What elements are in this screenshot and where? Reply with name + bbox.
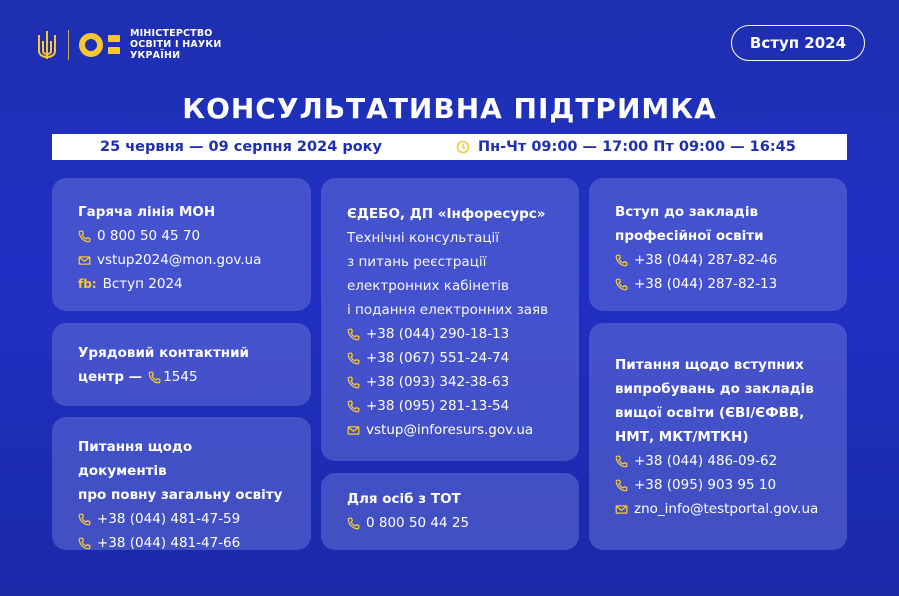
phone-icon [615,254,628,267]
edebo-card [321,178,579,461]
vocational-title-line1: Вступ до закладів [615,204,759,220]
edebo-phone-row [347,370,553,394]
edebo-phone-row [347,346,553,370]
vocational-phone-row [615,272,821,296]
exams-phone-2: +38 (095) 903 95 10 [634,477,777,493]
phone-icon [347,376,360,389]
vocational-phone-1: +38 (044) 287-82-46 [634,252,778,268]
phone-icon [347,517,360,530]
hotline-email-row [78,248,285,272]
edebo-title: ЄДЕБО, ДП «Інфоресурс» [347,206,546,222]
docs-phone-row [78,507,285,531]
vstup-2024-badge: Вступ 2024 [731,25,865,61]
exams-title-2: випробувань до закладів [615,381,814,397]
edebo-phone-3: +38 (093) 342-38-63 [366,374,510,390]
clock-icon [456,140,470,154]
envelope-icon [78,254,91,267]
facebook-icon: fb: [78,277,97,291]
edebo-desc-1: Технічні консультації [347,230,500,246]
edebo-phone-1: +38 (044) 290-18-13 [366,326,510,342]
hotline-title: Гаряча лінія МОН [78,204,216,220]
envelope-icon [347,424,360,437]
hotline-fb: Вступ 2024 [102,276,183,292]
hotline-phone: 0 800 50 45 70 [97,228,201,244]
exams-card [589,323,847,550]
exams-email: zno_info@testportal.gov.ua [634,501,819,517]
exams-phone-1: +38 (044) 486-09-62 [634,453,778,469]
phone-icon [615,455,628,468]
mon-logo-ring [79,33,103,57]
edebo-phone-row [347,322,553,346]
hotline-phone-row [78,224,285,248]
phone-icon [615,479,628,492]
gov-center-title-line1: Урядовий контактний [78,345,250,361]
vocational-card [589,178,847,311]
edebo-email: vstup@inforesurs.gov.ua [366,422,534,438]
hotline-fb-row [78,272,285,296]
edebo-desc-2: з питань реєстрації [347,254,487,270]
edebo-phone-2: +38 (067) 551-24-74 [366,350,510,366]
docs-phone-1: +38 (044) 481-47-59 [97,511,241,527]
docs-card [52,417,311,550]
vocational-phone-row [615,248,821,272]
schedule-strip [52,134,847,160]
mon-logo-bars [108,35,120,54]
gov-center-row [78,365,285,389]
phone-icon [148,371,161,384]
gov-center-phone: 1545 [163,369,198,385]
hotline-email: vstup2024@mon.gov.ua [97,252,262,268]
edebo-phone-4: +38 (095) 281-13-54 [366,398,510,414]
exams-phone-row [615,449,821,473]
phone-icon [78,513,91,526]
phone-icon [615,278,628,291]
exams-title-1: Питання щодо вступних [615,357,804,373]
tot-phone: 0 800 50 44 25 [366,515,470,531]
hotline-card [52,178,311,311]
exams-title-4: НМТ, МКТ/МТКН) [615,429,749,445]
exams-phone-row [615,473,821,497]
exams-title-3: вищої освіти (ЄВІ/ЄФВВ, [615,405,805,421]
header-divider [68,30,69,60]
vocational-title-line2: професійної освіти [615,228,764,244]
phone-icon [78,230,91,243]
working-hours-text: Пн-Чт 09:00 — 17:00 Пт 09:00 — 16:45 [478,139,796,155]
gov-center-card [52,323,311,406]
exams-email-row [615,497,821,521]
vocational-phone-2: +38 (044) 287-82-13 [634,276,778,292]
edebo-desc-4: і подання електронних заяв [347,302,549,318]
phone-icon [347,400,360,413]
trident-icon [36,29,58,61]
date-range: 25 червня — 09 серпня 2024 року [100,139,382,155]
gov-center-title-line2: центр — [78,369,143,385]
edebo-phone-row [347,394,553,418]
envelope-icon [615,503,628,516]
tot-phone-row [347,511,553,535]
page-title: КОНСУЛЬТАТИВНА ПІДТРИМКА [182,92,717,125]
docs-phone-row [78,531,285,555]
docs-title-line1: Питання щодо документів [78,439,193,479]
docs-phone-2: +38 (044) 481-47-66 [97,535,241,551]
edebo-email-row [347,418,553,442]
working-hours [456,139,796,155]
docs-title-line2: про повну загальну освіту [78,487,283,503]
mon-logo [79,33,120,57]
tot-card [321,473,579,550]
phone-icon [347,352,360,365]
tot-title: Для осіб з ТОТ [347,491,461,507]
phone-icon [78,537,91,550]
phone-icon [347,328,360,341]
edebo-desc-3: електронних кабінетів [347,278,509,294]
header [36,28,222,61]
ministry-name: МІНІСТЕРСТВО ОСВІТИ І НАУКИ УКРАЇНИ [130,28,222,61]
